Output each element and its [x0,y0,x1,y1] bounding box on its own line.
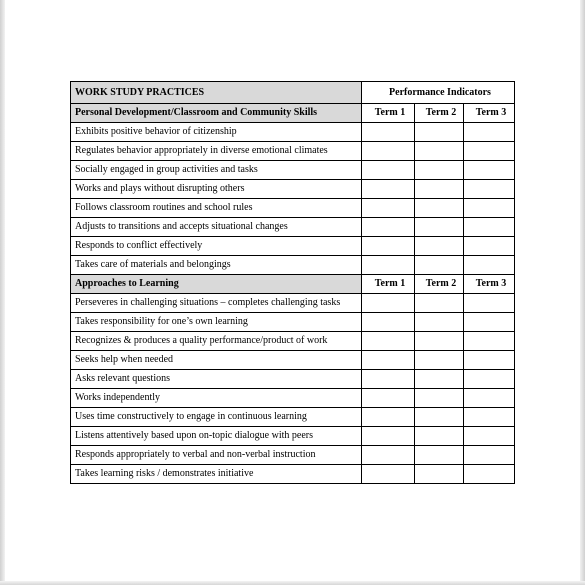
term-1-cell[interactable] [362,294,415,313]
practice-label: Responds appropriately to verbal and non-verbal instruction [71,446,362,465]
practice-label: Seeks help when needed [71,351,362,370]
term-1-cell[interactable] [362,408,415,427]
term-1-cell[interactable] [362,332,415,351]
term-1-cell[interactable] [362,446,415,465]
practice-label: Asks relevant questions [71,370,362,389]
term-3-cell[interactable] [464,256,515,275]
term-2-cell[interactable] [415,465,464,484]
table-row [71,256,515,275]
term-3-cell[interactable] [464,313,515,332]
table-row [71,161,515,180]
term-1-header: Term 1 [362,104,415,123]
practice-label: Adjusts to transitions and accepts situational changes [71,218,362,237]
term-1-cell[interactable] [362,256,415,275]
term-1-cell[interactable] [362,237,415,256]
term-2-cell[interactable] [415,180,464,199]
term-3-cell[interactable] [464,389,515,408]
table-row [71,351,515,370]
term-2-cell[interactable] [415,313,464,332]
term-1-cell[interactable] [362,161,415,180]
term-1-header: Term 1 [362,275,415,294]
term-1-cell[interactable] [362,123,415,142]
section-title-personal-development: Personal Development/Classroom and Community Skills [71,104,362,123]
section-header-row [71,104,515,123]
term-2-cell[interactable] [415,218,464,237]
table-row [71,389,515,408]
term-1-cell[interactable] [362,351,415,370]
table-row [71,199,515,218]
table-row [71,123,515,142]
term-2-cell[interactable] [415,427,464,446]
term-1-cell[interactable] [362,180,415,199]
term-2-cell[interactable] [415,161,464,180]
practice-label: Listens attentively based upon on-topic dialogue with peers [71,427,362,446]
term-3-cell[interactable] [464,465,515,484]
page-shadow-right [580,0,585,585]
term-1-cell[interactable] [362,142,415,161]
term-3-cell[interactable] [464,351,515,370]
term-2-header: Term 2 [415,104,464,123]
table-row [71,218,515,237]
term-2-cell[interactable] [415,142,464,161]
term-1-cell[interactable] [362,370,415,389]
term-3-header: Term 3 [464,104,515,123]
practice-label: Perseveres in challenging situations – completes challenging tasks [71,294,362,313]
practice-label: Regulates behavior appropriately in diverse emotional climates [71,142,362,161]
section-title-approaches-to-learning: Approaches to Learning [71,275,362,294]
table-row [71,332,515,351]
term-3-cell[interactable] [464,123,515,142]
term-3-cell[interactable] [464,180,515,199]
term-2-cell[interactable] [415,294,464,313]
term-2-cell[interactable] [415,199,464,218]
term-1-cell[interactable] [362,218,415,237]
term-2-header: Term 2 [415,275,464,294]
table-title: WORK STUDY PRACTICES [71,82,362,104]
table-row [71,446,515,465]
term-2-cell[interactable] [415,408,464,427]
term-3-header: Term 3 [464,275,515,294]
practice-label: Takes care of materials and belongings [71,256,362,275]
term-2-cell[interactable] [415,370,464,389]
term-3-cell[interactable] [464,408,515,427]
term-3-cell[interactable] [464,427,515,446]
table-title-row [71,82,515,104]
performance-indicators-header: Performance Indicators [362,82,515,104]
term-2-cell[interactable] [415,446,464,465]
practice-label: Uses time constructively to engage in continuous learning [71,408,362,427]
term-2-cell[interactable] [415,351,464,370]
table-row [71,180,515,199]
table-row [71,427,515,446]
table-row [71,370,515,389]
practice-label: Socially engaged in group activities and tasks [71,161,362,180]
term-3-cell[interactable] [464,370,515,389]
practice-label: Recognizes & produces a quality performance/product of work [71,332,362,351]
practice-label: Takes learning risks / demonstrates initiative [71,465,362,484]
term-3-cell[interactable] [464,332,515,351]
term-3-cell[interactable] [464,142,515,161]
practice-label: Takes responsibility for one’s own learning [71,313,362,332]
table-row [71,465,515,484]
term-1-cell[interactable] [362,313,415,332]
table-row [71,294,515,313]
term-3-cell[interactable] [464,446,515,465]
term-3-cell[interactable] [464,237,515,256]
section-header-row [71,275,515,294]
term-1-cell[interactable] [362,199,415,218]
page-shadow-left [0,0,5,585]
page-shadow-bottom [0,581,585,585]
table-row [71,142,515,161]
term-1-cell[interactable] [362,389,415,408]
term-2-cell[interactable] [415,389,464,408]
term-3-cell[interactable] [464,199,515,218]
term-3-cell[interactable] [464,161,515,180]
term-1-cell[interactable] [362,465,415,484]
term-2-cell[interactable] [415,237,464,256]
practice-label: Works and plays without disrupting others [71,180,362,199]
term-2-cell[interactable] [415,123,464,142]
table-row [71,237,515,256]
term-2-cell[interactable] [415,256,464,275]
work-study-practices-table [70,81,515,484]
term-1-cell[interactable] [362,427,415,446]
term-3-cell[interactable] [464,294,515,313]
practice-label: Works independently [71,389,362,408]
practice-label: Exhibits positive behavior of citizenship [71,123,362,142]
table-row [71,408,515,427]
term-2-cell[interactable] [415,332,464,351]
term-3-cell[interactable] [464,218,515,237]
practice-label: Follows classroom routines and school rules [71,199,362,218]
practice-label: Responds to conflict effectively [71,237,362,256]
table-row [71,313,515,332]
